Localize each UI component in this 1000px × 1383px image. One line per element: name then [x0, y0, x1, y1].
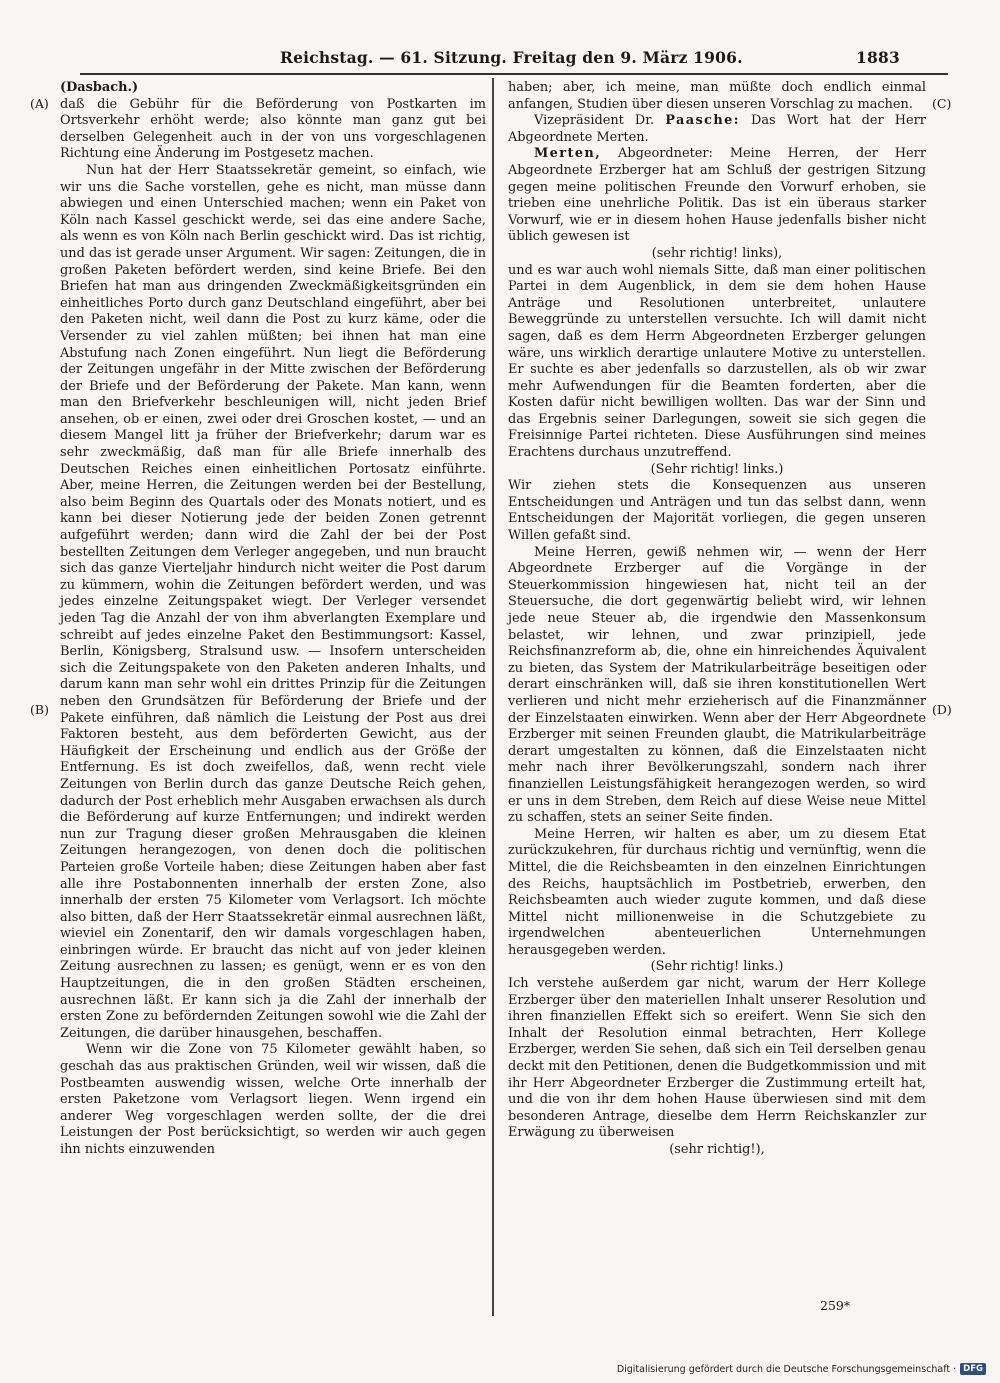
left-column — [60, 80, 486, 1159]
margin-marker-a: (A) — [30, 96, 49, 111]
dfg-logo-icon: DFG — [960, 1363, 986, 1375]
column-divider — [492, 78, 494, 1316]
right-column — [508, 80, 926, 1159]
merten-speech-start — [508, 146, 926, 246]
speaker-label: (Dasbach.) — [60, 80, 139, 95]
paragraph: Meine Herren, wir halten es aber, um zu diesem Etat zurückzukehren, für durchaus richtig und vernünftig, wenn die Mittel, die die Reichsbeamten in den einzelnen Einrichtungen des Reichs, hauptsächlich im Postbetrieb, erwerben, den Reichsbeamten auch wieder zugute kommen, und daß diese Mittel nicht millionenweise in die Schutzgebiete zu irgendwelchen abenteuerlichen Unternehmungen herausgegeben werden. — [508, 826, 926, 958]
paragraph: Nun hat der Herr Staatssekretär gemeint, so einfach, wie wir uns die Sache vorstellen, gehe es nicht, man müsse dann abwiegen und einen Unterschied machen; wenn ein Paket von Köln nach Kassel geschickt werde, sei das eine andere Sache, als wenn es von Köln nach Berlin geschickt wird. Das ist richtig, und das ist gerade unser Argument. Wir sagen: Zeitungen, die in großen Paketen befördert werden, sind keine Briefe. Bei den Briefen hat man aus dringenden Zweckmäßigkeitsgründen ein einheitliches Porto durch ganz Deutschland eingeführt, aber bei den Paketen nicht, weil dann die Post zu kurz käme, oder die Versender zu viel zahlen müßten; bei ihnen hat man eine Abstufung nach Zonen eingeführt. Nun liegt die Beförderung der Zeitungen ungefähr in der Mitte zwischen der Beförderung der Briefe und der Beförderung der Pakete. Man kann, wenn man den Briefverkehr beschleunigen will, nicht jeden Brief ansehen, ob er einen, zwei oder drei Groschen kostet, — und an diesem Mangel litt ja früher der Briefverkehr; darum war es sehr zweckmäßig, daß man für alle Briefe innerhalb des Deutschen Reiches einen einheitlichen Portosatz einführte. Aber, meine Herren, die Zeitungen werden bei der Bestellung, also beim Beginn des Quartals oder des Monats notiert, und es kann bei dieser Notierung jede der beiden Zonen getrennt aufgeführt werden; dann wird die Zahl der bei der Post bestellten Zeitungen dem Verleger angegeben, und nun braucht sich das ganze Vierteljahr hindurch nicht weiter die Post darum zu kümmern, wohin die Zeitungen befördert werden, und was jedes einzelne Zeitungspaket wiegt. Der Verleger versendet jeden Tag die Anzahl der von ihm abverlangten Exemplare und schreibt auf jedes einzelne Paket den Bestimmungsort: Kassel, Berlin, Königsberg, Stralsund usw. — Insofern unterscheiden sich die Zeitungspakete von den Paketen anderen Inhalts, und darum kann man sehr wohl ein drittes Prinzip für die Zeitungen neben den Grundsätzen für Beförderung der Briefe und der Pakete einführen, daß nämlich die Leistung der Post aus drei Faktoren besteht, aus dem beförderten Gewicht, aus der Häufigkeit der Erscheinung und endlich aus der Größe der Entfernung. Es ist doch zweifellos, daß, wenn recht viele Zeitungen von Berlin durch das ganze Deutsche Reich gehen, dadurch der Post erheblich mehr Ausgaben erwachsen als durch die Beförderung auf kurze Entfernungen; und indirekt werden nun zur Tragung dieser großen Mehrausgaben die kleinen Zeitungen herangezogen, von denen doch die politischen Parteien große Vorteile haben; diese Zeitungen haben aber fast alle ihre Postabonnenten innerhalb der ersten Zone, also innerhalb der ersten 75 Kilometer vom Verlagsort. Ich möchte also bitten, daß der Herr Staatssekretär einmal ausrechnen läßt, wieviel ein Zonentarif, den wir damals vorgeschlagen haben, einbringen würde. Er braucht das nicht auf von jeder kleinen Zeitung ausrechnen zu lassen; es genügt, wenn er es von den Hauptzeitungen, die in den großen Städten erscheinen, ausrechnen läßt. Er kann sich ja die Zahl der innerhalb der ersten Zone zu befördernden Zeitungen sowohl wie die Zahl der Zeitungen, die darüber hinausgehen, beschaffen. — [60, 162, 486, 1041]
paragraph: daß die Gebühr für die Beförderung von Postkarten im Ortsverkehr erhöht werde; also könnte man ganz gut bei derselben Gelegenheit auch in der von uns vorgeschlagenen Richtung eine Änderung im Postgesetz machen. — [60, 96, 486, 162]
footer-text: Digitalisierung gefördert durch die Deutsche Forschungsgemeinschaft · — [616, 1363, 957, 1375]
digitization-footer — [617, 1363, 986, 1375]
speech-text: Abgeordneter: Meine Herren, der Herr Abgeordnete Erzberger hat am Schluß der gestrigen Sitzung gegen meine politischen Freunde den Vorwurf erhoben, sie trieben eine unehrliche Politik. Das ist ein überaus starker Vorwurf, wie er in diesem hohen Hause jedenfalls bisher nicht üblich gewesen ist — [508, 146, 926, 245]
vp-title: Vizepräsident Dr. — [534, 113, 655, 129]
margin-marker-d: (D) — [932, 702, 952, 717]
speaker-name: Merten, — [534, 146, 602, 162]
interjection: (sehr richtig! links), — [651, 245, 783, 261]
page-number: 1883 — [856, 48, 900, 67]
signature-mark: 259* — [820, 1298, 851, 1313]
margin-marker-b: (B) — [30, 702, 49, 717]
vice-president-remark — [508, 113, 926, 146]
paragraph: Wenn wir die Zone von 75 Kilometer gewählt haben, so geschah das aus praktischen Gründen, weil wir wissen, daß die Postbeamten auswendig wissen, welche Orte innerhalb der ersten Paketzone vom Verlagsort liegen. Wenn irgend ein anderer Weg vorgeschlagen werden sollte, der die drei Leistungen der Post berücksichtigt, so werden wir auch gegen ihn nichts einzuwenden — [60, 1042, 486, 1157]
paragraph: Meine Herren, gewiß nehmen wir, — wenn der Herr Abgeordnete Erzberger auf die Vorgänge in der Steuerkommission hingewiesen hat, nicht teil an der Steuersuche, die dort gegenwärtig beliebt wird, wir lehnen jede neue Steuer ab, die irgendwie den Massenkonsum belastet, wir lehnen, und zwar prinzipiell, jede Reichsfinanzreform ab, die, ohne ein hinreichendes Äquivalent zu bieten, das System der Matrikularbeiträge beseitigen oder derart einschränken will, daß sie ihren konstitutionellen Wert verlieren und nicht mehr erzieherisch auf die Finanzmänner der Einzelstaaten einwirken. Wenn aber der Herr Abgeordnete Erzberger mit seinen Freunden glaubt, die Matrikularbeiträge derart umgestalten zu können, daß die Einzelstaaten nicht mehr nach ihrer Bevölkerungszahl, sondern nach ihrer finanziellen Leistungsfähigkeit herangezogen werden, so wird er uns in dem Streben, dem Reich auf diese Weise neue Mittel zu schaffen, stets an seiner Seite finden. — [508, 544, 926, 826]
paragraph: haben; aber, ich meine, man müßte doch endlich einmal anfangen, Studien über diesen unseren Vorschlag zu machen. — [508, 80, 926, 112]
margin-marker-c: (C) — [932, 96, 952, 111]
interjection: (Sehr richtig! links.) — [650, 461, 784, 477]
vp-name: Paasche: — [665, 113, 740, 129]
paragraph: Ich verstehe außerdem gar nicht, warum der Herr Kollege Erzberger über den materiellen Inhalt unserer Resolution und ihren finanziellen Effekt sich so ereifert. Wenn Sie sich den Inhalt der Resolution einmal betrachten, Herr Kollege Erzberger, werden Sie sehen, daß sich ein Teil derselben genau deckt mit den Petitionen, denen die Budgetkommission und mit ihr Herr Abgeordneter Erzberger die Zustimmung erteilt hat, und die von ihr dem hohen Hause überwiesen sind mit dem besonderen Antrage, dieselbe dem Herrn Reichskanzler zur Erwägung zu überweisen — [508, 976, 926, 1141]
interjection: (sehr richtig!), — [669, 1142, 765, 1157]
header-title: Reichstag. — 61. Sitzung. Freitag den 9. März 1906. — [280, 48, 743, 67]
header-rule — [80, 73, 948, 75]
paragraph: und es war auch wohl niemals Sitte, daß man einer politischen Partei in dem Augenblick, in dem sie dem hohen Hause Anträge und Resolutionen unterbreitet, unlautere Beweggründe zu unterstellen versuchte. Ich will damit nicht sagen, daß es dem Herrn Abgeordneten Erzberger gelungen wäre, uns wirklich derartige unlautere Motive zu unterstellen. Er suchte es aber jedenfalls so darzustellen, als ob wir zwar mehr Aufwendungen für die Beamten forderten, aber die Kosten dafür nicht bewilligen wollten. Das war der Sinn und das Ergebnis seiner Darlegungen, soweit sie sich gegen die Freisinnige Partei richteten. Diese Ausführungen sind meines Erachtens durchaus unzutreffend. — [508, 262, 926, 461]
running-header — [280, 48, 900, 70]
paragraph: Wir ziehen stets die Konsequenzen aus unseren Entscheidungen und Anträgen und tun das selbst dann, wenn Entscheidungen der Majorität vorliegen, die gegen unseren Willen gefaßt sind. — [508, 478, 926, 544]
vp-text: Das Wort hat der Herr Abgeordnete Merten. — [508, 113, 926, 145]
interjection: (Sehr richtig! links.) — [650, 959, 784, 975]
